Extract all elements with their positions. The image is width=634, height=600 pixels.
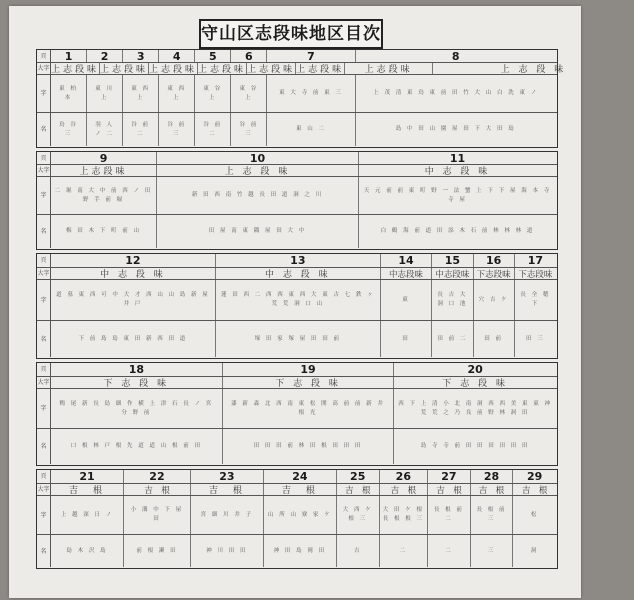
index-row-oaza <box>37 63 567 75</box>
cell-text: 29 <box>526 470 543 483</box>
aza-names <box>223 389 395 428</box>
index-block <box>36 253 558 359</box>
cell-text: 東 柏 本 <box>59 85 78 101</box>
place-names <box>223 429 395 464</box>
index-row-oaza <box>37 165 557 177</box>
cell-text: 白 鶴 海 前 道 田 添 木 石 前 林 林 林 道 <box>380 228 535 234</box>
row-label: 字 <box>37 496 51 534</box>
page-number <box>51 363 223 376</box>
page-number <box>381 254 433 267</box>
aza-names <box>515 280 556 320</box>
district-name <box>216 268 381 279</box>
cell-text: 天 元 前 前 東 町 野 一 法 蟹 上 下 下 屋 海 本 寺 寺 屋 <box>363 187 552 203</box>
index-block <box>36 151 558 250</box>
row-label: 大字 <box>37 167 50 174</box>
row-label: 字 <box>37 177 51 214</box>
cell-text: 23 <box>219 470 235 483</box>
cell-text: 3 <box>136 49 145 63</box>
page-number <box>51 152 157 164</box>
cell-text: 中 志 段 味 <box>424 167 491 177</box>
place-names <box>432 321 473 357</box>
page-number <box>471 470 514 483</box>
place-names <box>216 321 381 357</box>
page-number <box>124 470 191 483</box>
index-block <box>36 49 567 148</box>
row-label: 名 <box>37 429 51 464</box>
district-name <box>345 63 433 74</box>
page-number <box>159 50 195 62</box>
page-number <box>216 254 381 267</box>
district-name <box>433 63 633 74</box>
cell-text: 大 西 ケ 根 三 <box>342 507 373 522</box>
cell-text: 21 <box>79 470 95 483</box>
cell-text: 28 <box>483 470 500 483</box>
cell-text: 大 田 ケ 根 長 根 根 三 <box>382 507 424 522</box>
cell-text: 13 <box>290 254 306 267</box>
index-sheet <box>9 6 581 598</box>
cell-text: 下志段味 <box>476 269 511 280</box>
place-names <box>124 535 191 567</box>
district-name <box>51 165 157 176</box>
place-names <box>51 215 157 248</box>
cell-text: 上志段味 <box>364 65 413 75</box>
place-names <box>267 113 355 146</box>
cell-text: 吉 <box>353 547 362 554</box>
place-names <box>87 113 123 146</box>
district-name <box>124 484 191 495</box>
district-name <box>51 484 124 495</box>
cell-text: 25 <box>350 470 366 483</box>
cell-text: 田 三 <box>525 335 545 342</box>
cell-text: 神 川 田 田 <box>206 547 248 554</box>
cell-text: 塚 田 家 塚 屋 田 田 前 <box>254 335 341 342</box>
aza-names <box>159 75 195 112</box>
cell-text: 1 <box>64 49 73 63</box>
aza-names <box>51 496 124 534</box>
row-label: 頁 <box>37 50 51 62</box>
aza-names <box>191 496 264 534</box>
row-label: 名 <box>37 215 51 248</box>
aza-names <box>428 496 471 534</box>
district-name <box>515 268 556 279</box>
cell-text: 吉 根 <box>68 486 105 496</box>
cell-text: 山 所 山 寮 家 ケ <box>268 511 332 518</box>
cell-text: 羽 人 ノ 二 <box>95 121 114 137</box>
district-name <box>432 268 473 279</box>
cell-text: 田 <box>402 335 410 342</box>
cell-text: 道 墓 東 西 可 中 大 才 西 山 山 島 新 屋 井 戸 <box>56 292 210 307</box>
cell-text: 上志段味 <box>296 65 345 75</box>
district-name <box>380 484 429 495</box>
cell-text: 洞 <box>530 547 539 554</box>
row-label: 頁 <box>37 254 51 267</box>
cell-text: 14 <box>398 254 414 267</box>
page-number <box>51 50 87 62</box>
page-number <box>337 470 380 483</box>
row-label: 大字 <box>37 379 50 386</box>
cell-text: 7 <box>307 49 315 63</box>
page-title: 守山区志段味地区目次 <box>199 19 383 49</box>
cell-text: 22 <box>149 470 165 483</box>
cell-text: 長 吉 大 洞 口 池 <box>437 292 468 307</box>
place-names <box>264 535 337 567</box>
page-number <box>356 50 556 62</box>
district-name <box>381 268 433 279</box>
page-number <box>432 254 473 267</box>
cell-text: 下 志 段 味 <box>275 379 341 389</box>
aza-names <box>359 177 556 214</box>
page-number <box>267 50 355 62</box>
cell-text: 16 <box>485 254 502 267</box>
district-name <box>471 484 514 495</box>
page-number <box>157 152 359 164</box>
place-names <box>515 321 556 357</box>
district-name <box>149 63 198 74</box>
district-name <box>394 377 556 388</box>
cell-text: 新 田 西 南 竹 越 長 田 道 洞 之 川 <box>191 192 324 198</box>
page-number <box>474 254 515 267</box>
cell-text: 上志段味 <box>198 65 247 75</box>
index-row-aza <box>37 75 557 113</box>
page-number <box>515 254 556 267</box>
cell-text: 谷 前 三 <box>167 121 187 137</box>
district-name <box>296 63 345 74</box>
cell-text: 島 中 田 山 園 屋 田 下 大 田 島 <box>395 126 516 132</box>
index-row-number <box>37 470 557 484</box>
district-name <box>359 165 556 176</box>
cell-text: 上志段味 <box>100 65 149 75</box>
cell-text: 下 前 島 島 東 田 新 西 田 道 <box>78 335 188 342</box>
aza-names <box>157 177 359 214</box>
row-label: 名 <box>37 113 51 146</box>
cell-text: 24 <box>292 470 308 483</box>
cell-text: 蓮 田 西 二 西 西 東 西 大 東 古 七 鉄 ヶ 荒 荒 洞 口 山 <box>220 292 375 307</box>
row-label: 大字 <box>37 486 50 493</box>
aza-names <box>356 75 556 112</box>
cell-text: 二 <box>445 547 453 554</box>
cell-text: 中志段味 <box>435 269 470 280</box>
cell-text: 小 溝 中 下 屋 田 <box>130 507 184 522</box>
aza-names <box>380 496 429 534</box>
row-label: 名 <box>37 321 51 357</box>
district-name <box>264 484 337 495</box>
page-number <box>359 152 556 164</box>
place-names <box>474 321 515 357</box>
page-number <box>87 50 123 62</box>
cell-text: 8 <box>451 49 460 63</box>
cell-text: 前 根 瀬 田 <box>136 547 178 554</box>
district-name <box>428 484 471 495</box>
row-label: 頁 <box>37 152 51 164</box>
cell-text: 上志段味 <box>79 167 128 177</box>
page-number <box>123 50 159 62</box>
index-row-name <box>37 429 557 464</box>
cell-text: 二 堀 南 大 中 前 西 ノ 田 野 手 前 堀 <box>54 187 153 203</box>
aza-names <box>195 75 231 112</box>
page-number <box>428 470 471 483</box>
cell-text: 東 山 二 <box>295 126 326 132</box>
cell-text: 中 志 段 味 <box>100 270 166 280</box>
cell-text: 中 志 段 味 <box>265 270 331 280</box>
cell-text: 11 <box>449 151 466 165</box>
index-row-oaza <box>37 268 557 280</box>
aza-names <box>231 75 267 112</box>
aza-names <box>51 280 216 320</box>
row-label: 頁 <box>37 363 51 376</box>
cell-text: 4 <box>172 49 181 63</box>
row-label: 字 <box>37 280 51 320</box>
cell-text: 下 志 段 味 <box>442 379 508 389</box>
cell-text: 27 <box>441 470 457 483</box>
index-row-aza <box>37 496 557 535</box>
cell-text: 谷 前 二 <box>203 121 223 137</box>
cell-text: 15 <box>444 254 461 267</box>
page-number <box>231 50 267 62</box>
index-row-oaza <box>37 377 557 389</box>
cell-text: 26 <box>395 470 411 483</box>
place-names <box>356 113 556 146</box>
aza-names <box>264 496 337 534</box>
place-names <box>337 535 380 567</box>
page-number <box>380 470 429 483</box>
cell-text: 上志段味 <box>247 65 296 75</box>
district-name <box>51 63 100 74</box>
district-name <box>247 63 296 74</box>
cell-text: 東 谷 上 <box>239 85 259 101</box>
aza-names <box>513 496 556 534</box>
district-name <box>157 165 359 176</box>
row-label: 字 <box>37 389 51 428</box>
cell-text: 吉 根 <box>521 485 548 496</box>
cell-text: 上 越 深 日 ノ <box>60 511 114 518</box>
cell-text: 東 西 上 <box>131 85 151 101</box>
district-name <box>223 377 395 388</box>
cell-text: 6 <box>245 49 253 63</box>
index-row-aza <box>37 177 557 215</box>
page-number <box>394 363 556 376</box>
cell-text: 東 大 寺 前 東 三 <box>279 90 343 96</box>
cell-text: 吉 根 <box>344 485 371 496</box>
index-row-name <box>37 535 557 567</box>
aza-names <box>337 496 380 534</box>
cell-text: 10 <box>249 151 266 165</box>
cell-text: 長 全 穂 下 <box>520 292 551 307</box>
index-row-aza <box>37 280 557 321</box>
index-block <box>36 362 558 466</box>
place-names <box>157 215 359 248</box>
index-row-oaza <box>37 484 557 496</box>
cell-text: 東 <box>402 296 410 303</box>
index-row-number <box>37 363 557 377</box>
place-names <box>359 215 556 248</box>
cell-text: 穴 吉 ケ <box>478 296 509 303</box>
cell-text: 漆 新 森 北 西 南 東 松 開 高 前 前 新 井 根 光 <box>231 400 385 416</box>
district-name <box>513 484 556 495</box>
page-number <box>51 254 216 267</box>
cell-text: 20 <box>467 363 483 376</box>
cell-text: 神 田 島 岡 田 <box>273 547 327 554</box>
cell-text: 東 谷 上 <box>203 85 223 101</box>
index-row-aza <box>37 389 557 429</box>
cell-text: 東 西 上 <box>167 85 187 101</box>
cell-text: 9 <box>99 151 108 165</box>
cell-text: 5 <box>208 49 217 63</box>
cell-text: 二 <box>399 547 408 554</box>
cell-text: 西 下 上 清 小 北 南 洞 西 西 美 東 東 神 荒 荒 之 乃 良 前 野 林 洞 田 <box>398 400 553 416</box>
cell-text: 宮 細 川 井 子 <box>200 511 254 518</box>
aza-names <box>267 75 355 112</box>
place-names <box>123 113 159 146</box>
row-label: 頁 <box>37 470 51 483</box>
place-names <box>380 535 429 567</box>
aza-names <box>471 496 514 534</box>
cell-text: 上 志 段 味 <box>224 167 291 177</box>
row-label: 名 <box>37 535 51 567</box>
cell-text: 島 木 沢 島 <box>66 547 108 554</box>
cell-text: 鴨 尾 新 長 島 細 作 横 上 津 石 長 ノ 宮 分 野 前 <box>59 400 214 416</box>
aza-names <box>51 75 87 112</box>
cell-text: 三 <box>487 547 496 554</box>
place-names <box>195 113 231 146</box>
cell-text: 田 田 田 前 林 田 根 田 田 田 <box>253 443 363 449</box>
page-number <box>191 470 264 483</box>
aza-names <box>87 75 123 112</box>
district-name <box>474 268 515 279</box>
place-names <box>51 113 87 146</box>
cell-text: 吉 根 <box>144 485 170 496</box>
cell-text: 吉 根 <box>208 486 245 496</box>
cell-text: 19 <box>300 363 316 376</box>
place-names <box>428 535 471 567</box>
cell-text: 田 屋 南 東 隅 屋 田 大 中 <box>208 228 307 234</box>
aza-names <box>381 280 433 320</box>
cell-text: 長 根 前 二 <box>433 507 464 522</box>
district-name <box>198 63 247 74</box>
cell-text: 12 <box>125 254 141 267</box>
cell-text: 18 <box>128 363 144 376</box>
cell-text: 上志段味 <box>51 65 100 75</box>
place-names <box>381 321 433 357</box>
cell-text: 長 根 前 三 <box>476 507 507 522</box>
place-names <box>51 321 216 357</box>
place-names <box>471 535 514 567</box>
cell-text: 谷 前 三 <box>239 121 259 137</box>
cell-text: 吉 根 <box>478 485 505 496</box>
page-number <box>223 363 395 376</box>
cell-text: 島 寺 寺 前 田 田 田 田 田 田 <box>420 443 530 449</box>
cell-text: 下 志 段 味 <box>103 379 170 389</box>
place-names <box>394 429 556 464</box>
cell-text: 吉 根 <box>390 485 417 496</box>
cell-text: 鳥 谷 三 <box>59 121 78 137</box>
index-block <box>36 469 558 569</box>
page-number <box>264 470 337 483</box>
cell-text: 東 川 上 <box>95 85 114 101</box>
cell-text: 田 前 <box>484 335 503 342</box>
aza-names <box>124 496 191 534</box>
page-number <box>513 470 556 483</box>
aza-names <box>432 280 473 320</box>
district-name <box>100 63 149 74</box>
index-row-name <box>37 215 557 248</box>
row-label: 大字 <box>37 270 50 277</box>
place-names <box>513 535 556 567</box>
place-names <box>51 429 223 464</box>
cell-text: 中志段味 <box>389 269 424 280</box>
cell-text: 谷 前 二 <box>131 121 151 137</box>
aza-names <box>216 280 381 320</box>
place-names <box>191 535 264 567</box>
cell-text: 松 <box>530 511 539 518</box>
row-label: 字 <box>37 75 51 112</box>
index-row-name <box>37 113 557 146</box>
cell-text: 17 <box>527 254 543 267</box>
cell-text: 2 <box>100 49 109 63</box>
aza-names <box>51 177 157 214</box>
cell-text: 田 前 二 <box>437 335 468 342</box>
index-row-name <box>37 321 557 357</box>
page-number <box>195 50 231 62</box>
cell-text: 吉 根 <box>436 485 462 496</box>
cell-text: 下志段味 <box>518 269 553 280</box>
index-row-number <box>37 254 557 268</box>
place-names <box>231 113 267 146</box>
cell-text: 口 根 林 戸 根 先 道 道 山 根 前 田 <box>70 443 202 449</box>
aza-names <box>51 389 223 428</box>
place-names <box>159 113 195 146</box>
cell-text: 上 茂 清 東 鳥 東 前 田 竹 大 山 白 洗 東 ノ <box>373 90 539 96</box>
aza-names <box>123 75 159 112</box>
district-name <box>51 377 223 388</box>
aza-names <box>474 280 515 320</box>
place-names <box>51 535 124 567</box>
district-name <box>337 484 380 495</box>
cell-text: 吉 根 <box>281 486 318 496</box>
cell-text: 上 志 段 味 <box>500 65 567 75</box>
cell-text: 梅 田 木 下 町 前 山 <box>66 228 142 234</box>
row-label: 大字 <box>37 65 50 72</box>
aza-names <box>394 389 556 428</box>
district-name <box>51 268 216 279</box>
district-name <box>191 484 264 495</box>
page-number <box>51 470 124 483</box>
cell-text: 上志段味 <box>149 65 198 75</box>
